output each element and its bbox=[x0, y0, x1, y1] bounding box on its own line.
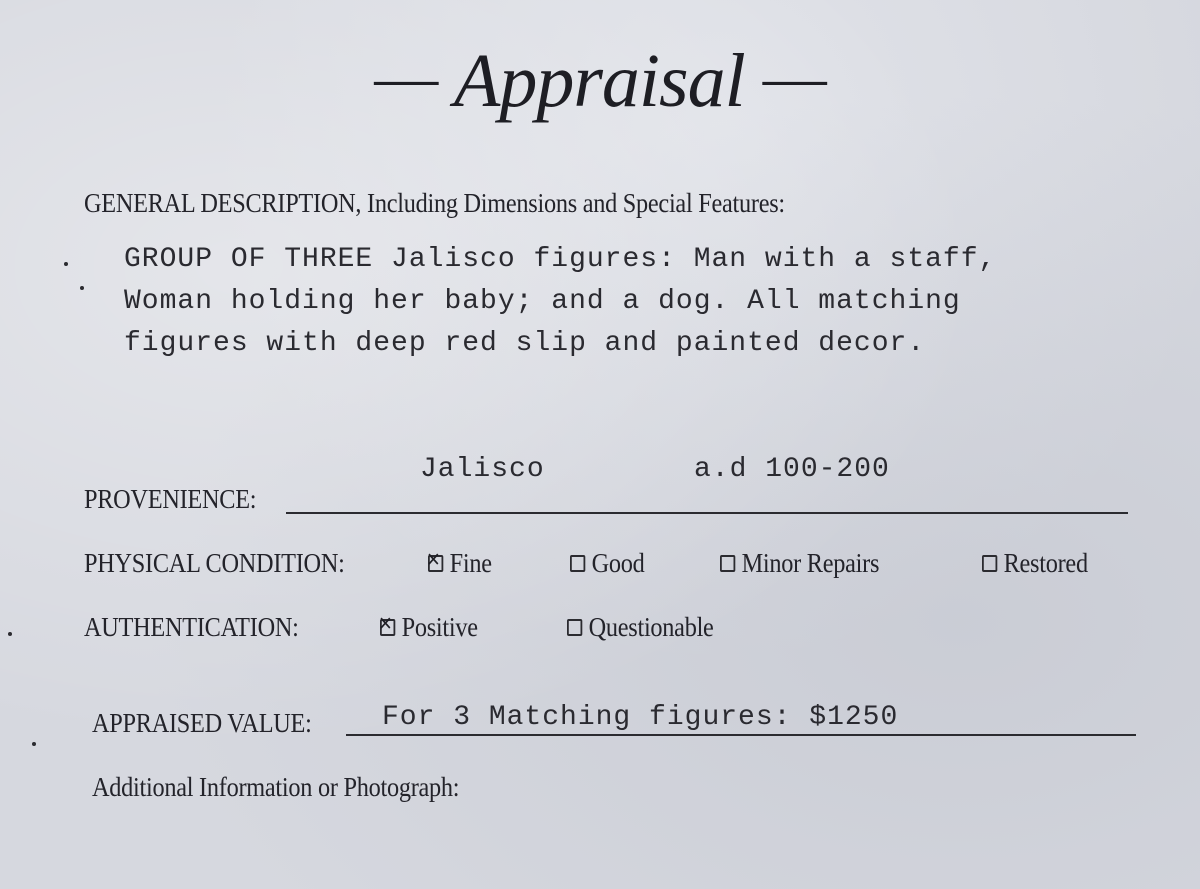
description-line: Woman holding her baby; and a dog. All matching bbox=[124, 286, 961, 317]
restored-checkbox[interactable] bbox=[982, 555, 997, 572]
positive-checkbox[interactable] bbox=[380, 619, 395, 636]
condition-option-good[interactable] bbox=[570, 548, 645, 579]
condition-option-label: Good bbox=[591, 548, 645, 578]
description-line: GROUP OF THREE Jalisco figures: Man with a staff, bbox=[124, 244, 997, 275]
title-dash-right: — bbox=[762, 41, 826, 112]
title-dash-left: — bbox=[374, 41, 438, 112]
questionable-checkbox[interactable] bbox=[567, 619, 582, 636]
condition-option-label: Minor Repairs bbox=[741, 548, 880, 578]
minor-repairs-checkbox[interactable] bbox=[720, 555, 735, 572]
appraised-value-rule bbox=[346, 734, 1136, 736]
authentication-option-label: Positive bbox=[401, 612, 478, 642]
condition-option-label: Restored bbox=[1003, 548, 1088, 578]
authentication-option-label: Questionable bbox=[588, 612, 714, 642]
authentication-option-questionable[interactable] bbox=[567, 612, 714, 643]
condition-option-label: Fine bbox=[449, 548, 492, 578]
margin-dot bbox=[64, 262, 68, 266]
provenience-place: Jalisco bbox=[420, 454, 545, 485]
provenience-date: a.d 100-200 bbox=[694, 454, 890, 485]
authentication-label: AUTHENTICATION: bbox=[84, 612, 299, 642]
margin-dot bbox=[80, 286, 84, 290]
description-line: figures with deep red slip and painted decor. bbox=[124, 328, 926, 359]
form-title bbox=[0, 38, 1200, 125]
appraised-value-text: For 3 Matching figures: $1250 bbox=[382, 702, 899, 733]
provenience-rule bbox=[286, 512, 1128, 514]
condition-option-fine[interactable] bbox=[428, 548, 492, 579]
fine-checkbox[interactable] bbox=[428, 555, 443, 572]
condition-option-minor-repairs[interactable] bbox=[720, 548, 879, 579]
margin-dot bbox=[32, 742, 36, 746]
physical-condition-label: PHYSICAL CONDITION: bbox=[84, 548, 345, 578]
authentication-option-positive[interactable] bbox=[380, 612, 478, 643]
additional-info-label: Additional Information or Photograph: bbox=[92, 772, 460, 802]
good-checkbox[interactable] bbox=[570, 555, 585, 572]
title-text: Appraisal bbox=[453, 39, 745, 123]
margin-dot bbox=[8, 632, 12, 636]
appraised-value-label: APPRAISED VALUE: bbox=[92, 708, 312, 738]
provenience-label: PROVENIENCE: bbox=[84, 484, 257, 514]
condition-option-restored[interactable] bbox=[982, 548, 1088, 579]
general-description-label: GENERAL DESCRIPTION, Including Dimensions and Special Features: bbox=[84, 188, 785, 218]
